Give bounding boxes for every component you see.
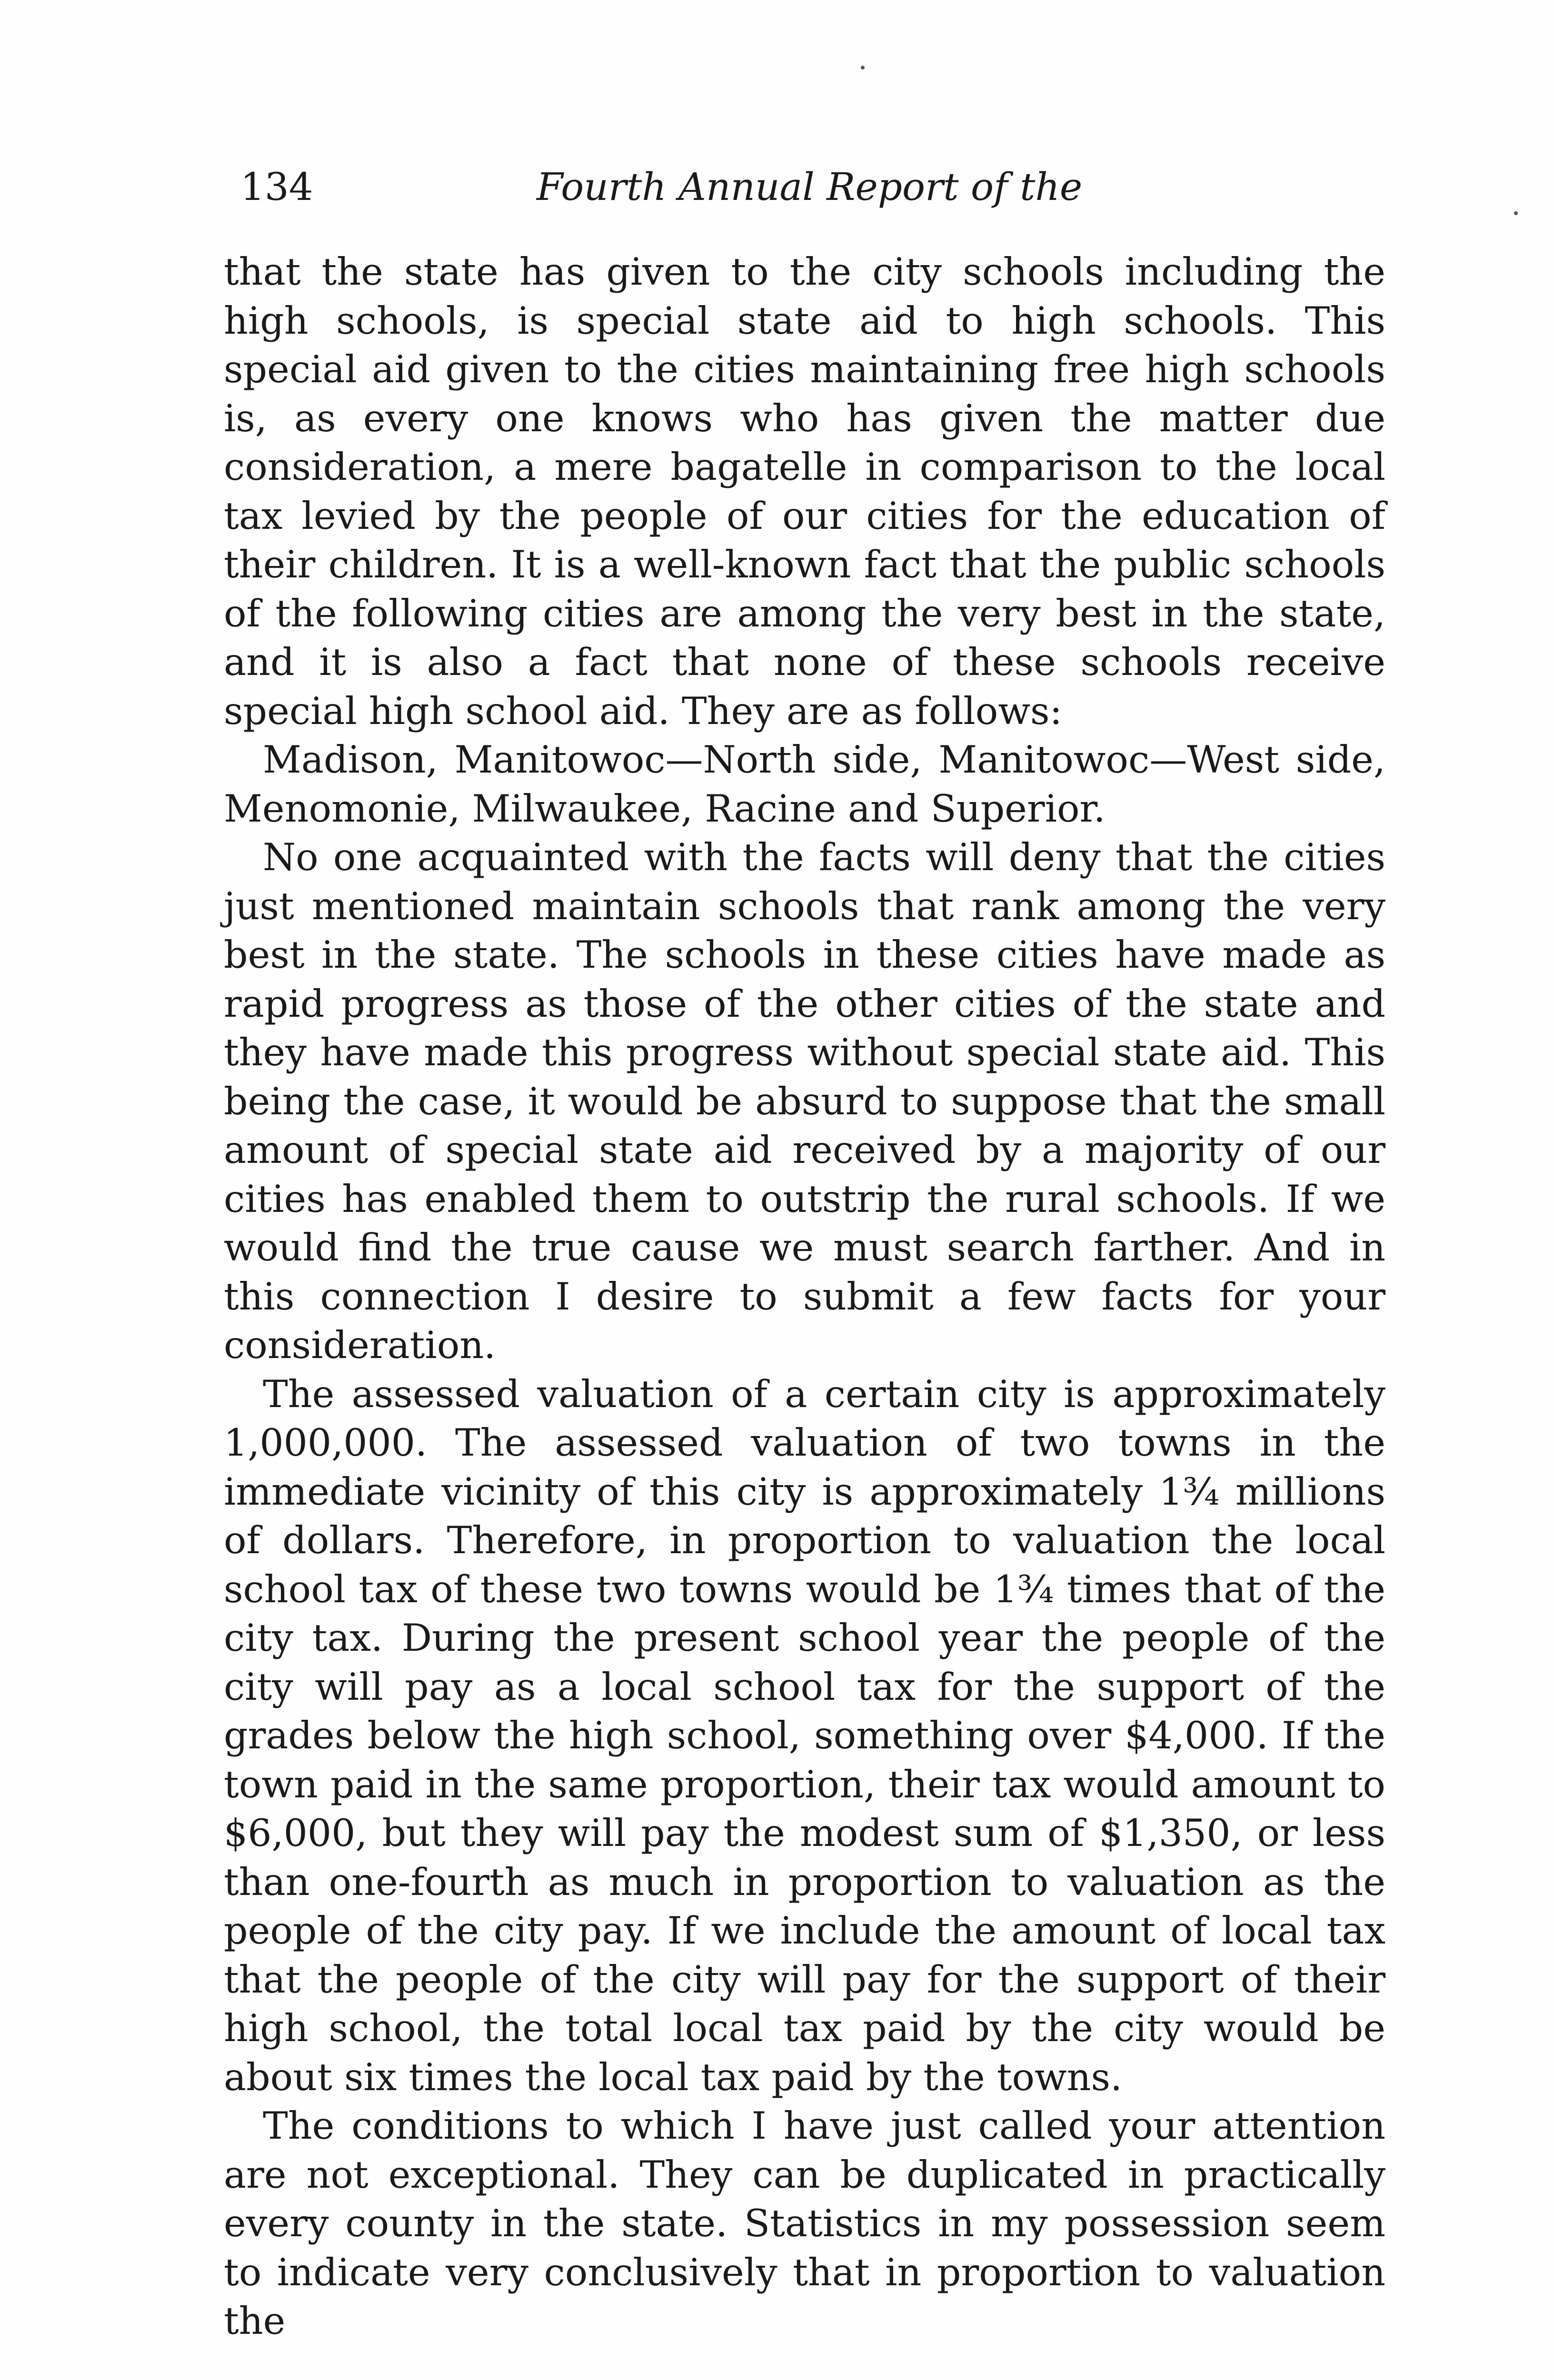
paragraph-continued: that the state has given to the city schools including the high schools, is special state aid to high schools. This special aid given to the cities maintaining free high schools is, as every one knows who has given the matter due consideration, a mere bagatelle in comparison to the local tax levied by the people of our cities for the education of their children. It is a well-known fact that the public schools of the following cities are among the very best in the state, and it is also a fact that none of these schools receive special high school aid. They are as follows: — [224, 250, 1385, 733]
paragraph-assessed-valuation: The assessed valuation of a certain city is approximately 1,000,000. The assessed valuation of two towns in the immediate vicinity of this city is approximately 1¾ millions of dollars. Therefore, in proportion to valuation the local school tax of these two towns would be 1¾ times that of the city tax. During the present school year the people of the city will pay as a local school tax for the support of the grades below the high school, something over $4,000. If the town paid in the same proportion, their tax would amount to $6,000, but they will pay the modest sum of $1,350, or less than one-fourth as much in proportion to valuation as the people of the city pay. If we include the amount of local tax that the people of the city will pay for the support of their high school, the total local tax paid by the city would be about six times the local tax paid by the towns. — [224, 1372, 1385, 2099]
paragraph-no-one-acquainted: No one acquainted with the facts will deny that the cities just mentioned maintain schools that rank among the very best in the state. The schools in these cities have made as rapid progress as those of the other cities of the state and they have made this progress without special state aid. This being the case, it would be absurd to suppose that the small amount of special state aid received by a majority of our cities has enabled them to outstrip the rural schools. If we would find the true cause we must search farther. And in this connection I desire to submit a few facts for your consideration. — [224, 835, 1385, 1367]
paper-speck — [861, 66, 865, 69]
running-title: Fourth Annual Report of the — [537, 165, 1083, 209]
running-header — [240, 161, 1393, 213]
body-text — [224, 248, 1385, 2346]
paper-speck — [1514, 211, 1518, 215]
paragraph-conditions: The conditions to which I have just called your attention are not exceptional. They can be duplicated in practically every county in the state. Statistics in my possession seem to indicate very conclusively that in proportion to valuation the — [224, 2104, 1385, 2343]
page-number: 134 — [240, 165, 313, 209]
paragraph-city-list: Madison, Manitowoc—North side, Manitowoc—West side, Menomonie, Milwaukee, Racine and Superior. — [224, 738, 1385, 831]
